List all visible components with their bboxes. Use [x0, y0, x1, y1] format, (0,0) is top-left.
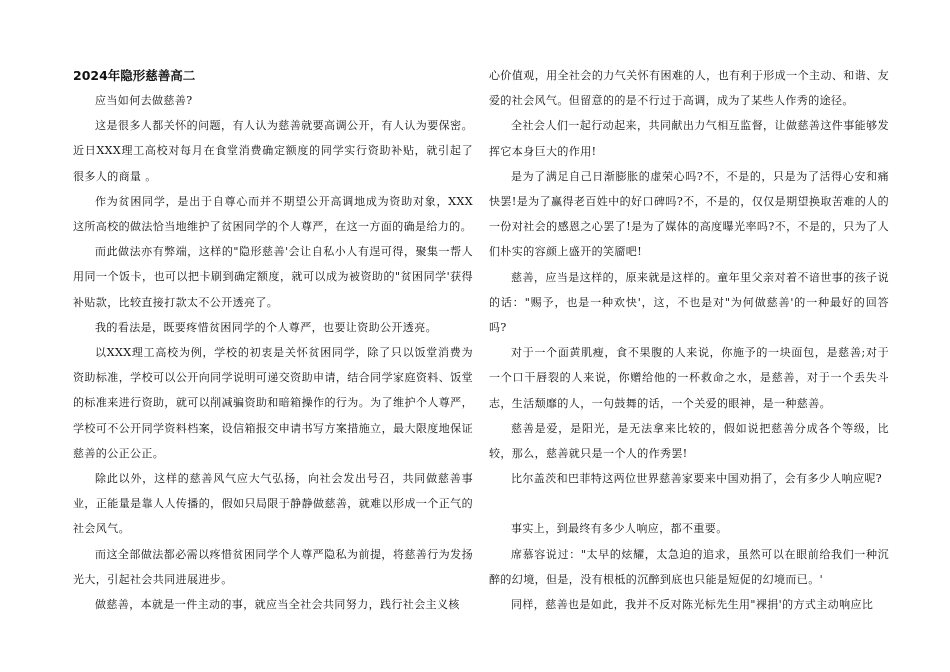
paragraph: 这是很多人都关怀的问题，有人认为慈善就要高调公开，有人认为要保密。近日XXX理工高校对每月在食堂消费确定额度的同学实行资助补贴，就引起了很多人的商量 。	[73, 119, 473, 183]
paragraph: 对于一个面黄肌瘦，食不果腹的人来说，你施予的一块面包，是慈善;对于一个口干唇裂的人来说，你赠给他的一杯救命之水，是慈善，对于一个丢失斗志，生活颓靡的人，一句鼓舞的话，一个关爱的眼神，是一种慈善。	[489, 346, 889, 410]
paragraph: 应当如何去做慈善?	[95, 94, 193, 107]
paragraph: 慈善，应当是这样的，原来就是这样的。童年里父亲对着不谙世事的孩子说的话："赐予，也是一种欢快'，这，不也是对"为何做慈善'的一种最好的回答吗?	[489, 270, 889, 335]
paragraph-continued: 心价值观，用全社会的力气关怀有困难的人，也有利于形成一个主动、和谐、友爱的社会风气。但留意的的是不行过于高调，成为了某些人作秀的途径。	[489, 69, 889, 108]
right-column	[489, 63, 889, 617]
paragraph: 慈善是爱，是阳光，是无法拿来比较的，假如说把慈善分成各个等级，比较，那么，慈善就只是一个人的作秀罢!	[489, 421, 889, 461]
paragraph: 比尔盖茨和巴菲特这两位世界慈善家要来中国劝捐了，会有多少人响应呢?	[511, 472, 883, 486]
left-column	[73, 63, 473, 617]
paragraph: 作为贫困同学，是出于自尊心而并不期望公开高调地成为资助对象，XXX这所高校的做法恰当地维护了贫困同学的个人尊严，在这一方面的确是给力的。	[73, 194, 473, 234]
paragraph: 事实上，到最终有多少人响应，都不重要。	[511, 522, 728, 536]
paragraph: 而这全部做法都必需以疼惜贫困同学个人尊严隐私为前提，将慈善行为发扬光大，引起社会共同进展进步。	[73, 547, 473, 586]
paragraph: 做慈善，本就是一件主动的事，就应当全社会共同努力，践行社会主义核	[95, 598, 460, 612]
paragraph: 我的看法是，既要疼惜贫困同学的个人尊严，也要让资助公开透亮。	[95, 320, 437, 334]
paragraph: 是为了满足自己日渐膨胀的虚荣心吗?不，不是的，只是为了活得心安和痛快罢!是为了赢得老百姓中的好口碑吗?不，不是的，仅仅是期望换取苦难的人的一份对社会的感恩之心罢了!是为了媒体的高度曝光率吗?不，不是的，只为了人们朴实的容颜上盛开的笑靥吧!	[489, 169, 889, 259]
paragraph: 全社会人们一起行动起来，共同献出力气相互监督，让做慈善这件事能够发挥它本身巨大的作用!	[489, 119, 889, 158]
paragraph: 同样，慈善也是如此，我并不反对陈光标先生用"裸捐'的方式主动响应比	[511, 598, 874, 612]
paragraph: 席慕容说过："太早的炫耀，太急迫的追求，虽然可以在眼前给我们一种沉醉的幻境，但是，没有根柢的沉醉到底也只能是短促的幻境而已。'	[489, 547, 889, 586]
paragraph: 而此做法亦有弊端，这样的"隐形慈善'会让自私小人有逞可得，聚集一帮人用同一个饭卡，也可以把卡刷到确定额度，就可以成为被资助的"贫困同学'获得补贴款，比较直接打款太不公开透亮了。	[73, 245, 473, 309]
document-title: 2024年隐形慈善高二	[73, 68, 196, 83]
blank-line	[489, 491, 889, 516]
paragraph: 以XXX理工高校为例，学校的初衷是关怀贫困同学，除了只以饭堂消费为资助标准，学校可以公开向同学说明可递交资助申请，结合同学家庭资料、饭堂的标准来进行资助，就可以削减骗资助和暗箱操作的行为。为了维护个人尊严，学校可不公开同学资料档案，设信箱报交申请书写方案措施立，最大限度地保证慈善的公正公正。	[73, 346, 473, 460]
paragraph: 除此以外，这样的慈善风气应大气弘扬，向社会发出号召，共同做慈善事业，正能量是靠人人传播的，假如只局限于静静做慈善，就难以形成一个正气的社会风气。	[73, 472, 473, 536]
